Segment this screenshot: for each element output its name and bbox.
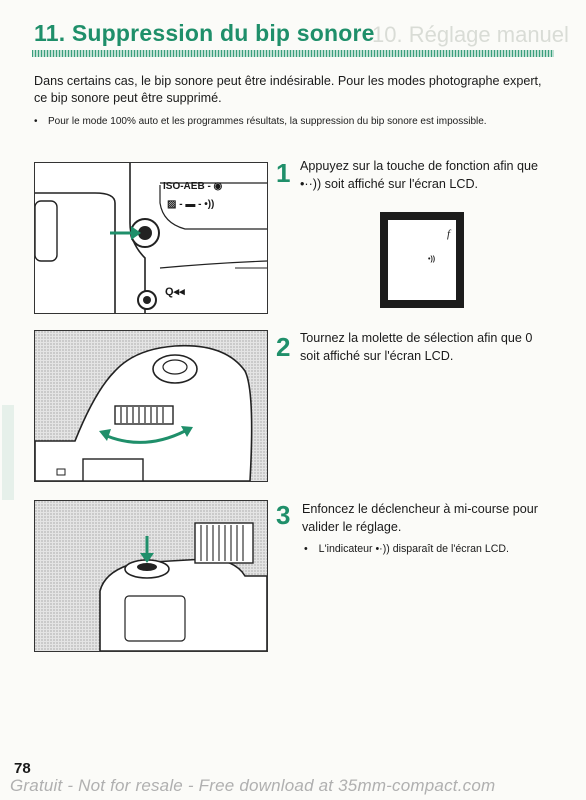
step-2-number: 2 bbox=[276, 332, 291, 362]
lcd-beep-icon: •)) bbox=[428, 256, 436, 263]
page-title: 11. Suppression du bip sonore bbox=[34, 20, 375, 46]
figure-shutter-release bbox=[34, 500, 268, 652]
footer-watermark: Gratuit - Not for resale - Free download at 35mm-compact.com bbox=[10, 776, 496, 795]
step-3-sub-bullet bbox=[304, 542, 552, 556]
camera-shutter-illustration bbox=[35, 501, 267, 651]
page-number: 78 bbox=[14, 760, 31, 777]
mode-indicators-label: ▨ - ▬ - •)) bbox=[167, 199, 215, 210]
step-3-number: 3 bbox=[276, 500, 291, 530]
lcd-display bbox=[380, 212, 464, 308]
review-button-label: Q◂◂ bbox=[165, 286, 185, 298]
bullet-marker: • bbox=[304, 543, 308, 555]
side-tab bbox=[2, 405, 14, 500]
bullet-marker: • bbox=[34, 116, 38, 127]
title-rule bbox=[32, 50, 554, 57]
camera-top-dial-illustration bbox=[35, 331, 267, 481]
step-2-text: Tournez la molette de sélection afin que 0 soit affiché sur l'écran LCD. bbox=[300, 331, 533, 363]
note-bullet bbox=[34, 115, 554, 128]
figure-command-dial bbox=[34, 330, 268, 482]
camera-back-illustration bbox=[35, 163, 267, 313]
lcd-screen bbox=[388, 220, 456, 300]
intro-paragraph: Dans certains cas, le bip sonore peut être indésirable. Pour les modes photographe expert, ce bip sonore peut être supprimé. bbox=[34, 74, 542, 105]
note-text: Pour le mode 100% auto et les programmes résultats, la suppression du bip sonore est impossible. bbox=[48, 116, 487, 127]
step-1-number: 1 bbox=[276, 158, 291, 188]
figure-function-button bbox=[34, 162, 268, 314]
step-3-text: Enfoncez le déclencheur à mi-course pour valider le réglage. bbox=[302, 502, 538, 534]
iso-aeb-label: ISO-AEB - ◉ bbox=[163, 181, 223, 192]
step-3-sub-text: L'indicateur •·)) disparaît de l'écran LCD. bbox=[318, 543, 509, 555]
lcd-f-label: f bbox=[446, 228, 450, 240]
bleed-through-title: 10. Réglage manuel bbox=[372, 22, 569, 47]
step-1-text: Appuyez sur la touche de fonction afin que •··)) soit affiché sur l'écran LCD. bbox=[300, 159, 539, 191]
